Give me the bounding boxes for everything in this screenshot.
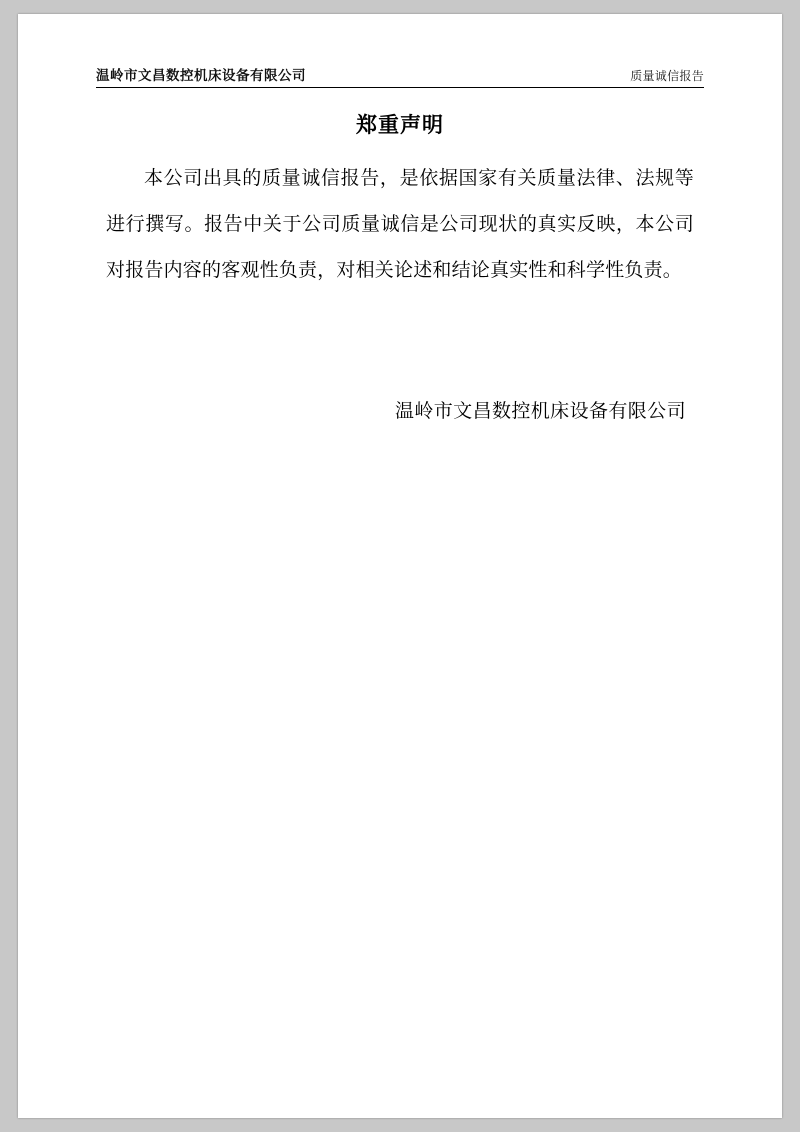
page-title: 郑重声明 bbox=[356, 114, 444, 137]
statement-paragraph: 本公司出具的质量诚信报告，是依据国家有关质量法律、法规等进行撰写。报告中关于公司质量诚信是公司现状的真实反映，本公司对报告内容的客观性负责，对相关论述和结论真实性和科学性负责。 bbox=[106, 168, 694, 281]
document-page bbox=[18, 14, 782, 1118]
header-company-name: 温岭市文昌数控机床设备有限公司 bbox=[96, 68, 306, 83]
header-divider bbox=[96, 87, 704, 88]
signature-company-name: 温岭市文昌数控机床设备有限公司 bbox=[394, 401, 686, 422]
page-header bbox=[96, 58, 704, 84]
header-report-name: 质量诚信报告 bbox=[630, 69, 704, 83]
